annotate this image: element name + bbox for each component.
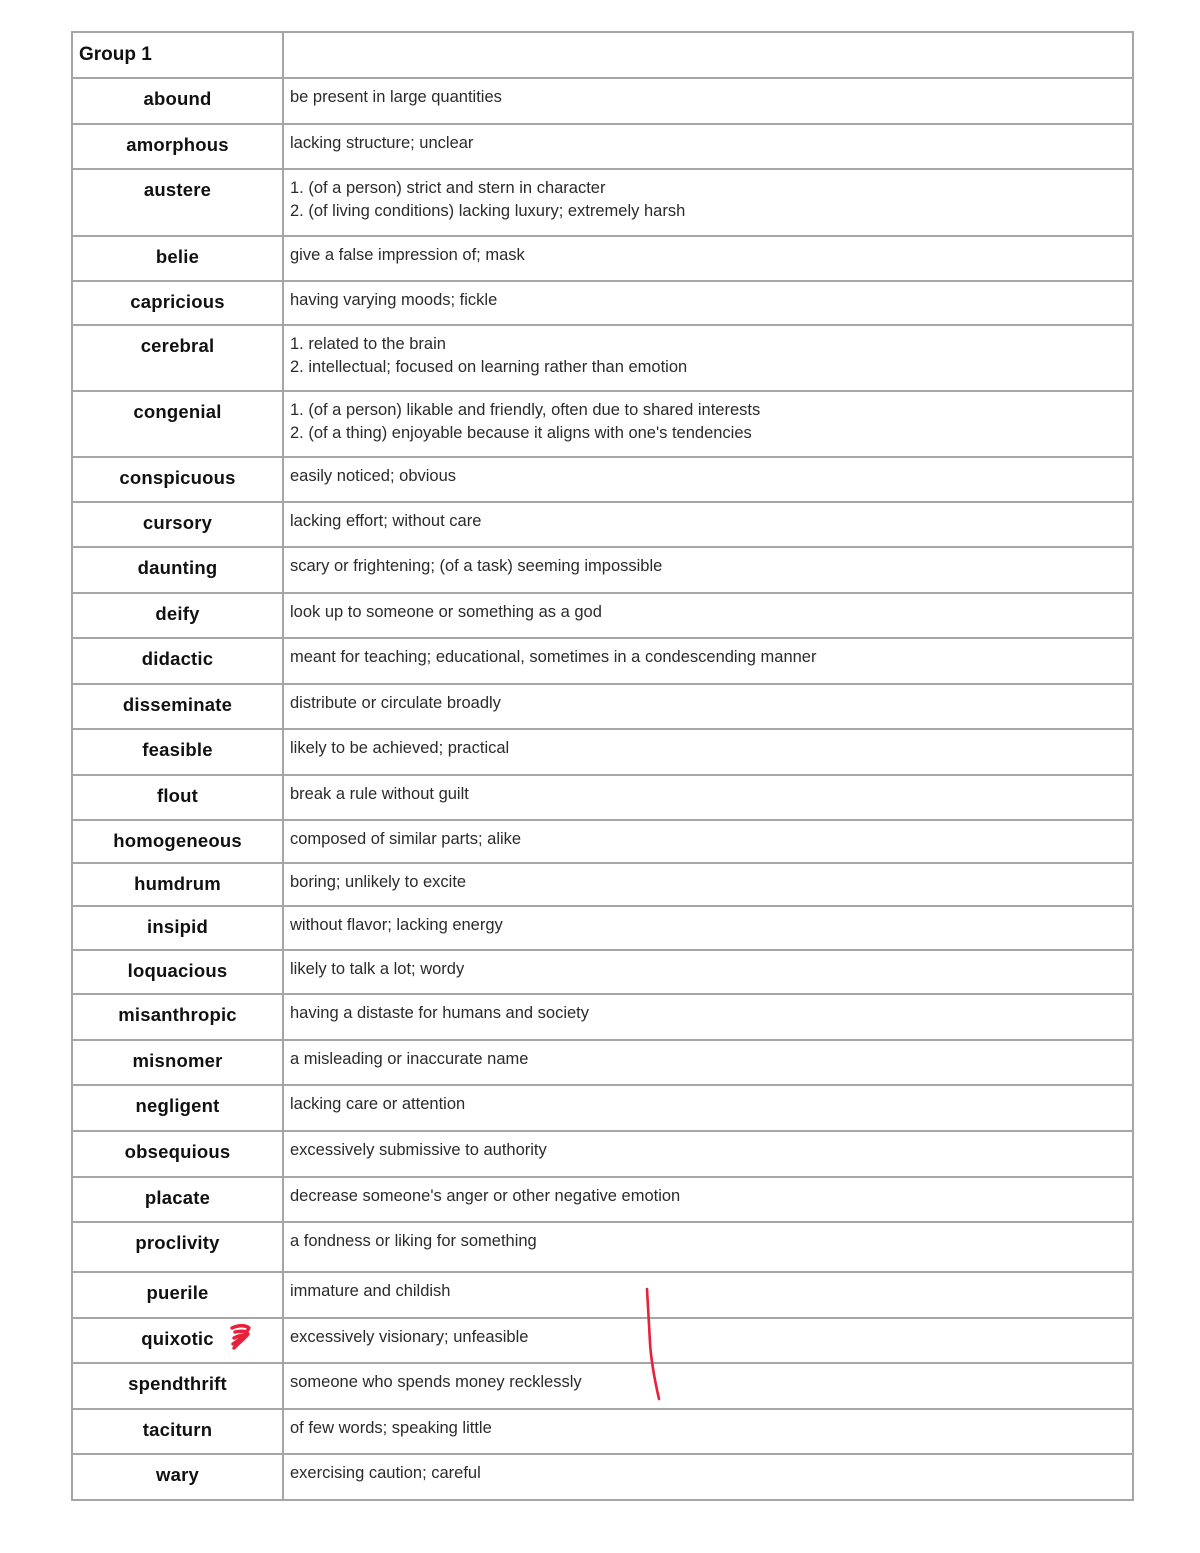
definition-text: likely to talk a lot; wordy (290, 960, 465, 978)
word-cell (72, 325, 283, 391)
table-row (72, 391, 1133, 457)
table-row (72, 729, 1133, 775)
definition-cell (283, 1040, 1133, 1085)
vocab-word: quixotic (141, 1328, 214, 1349)
definition-cell (283, 124, 1133, 169)
definition-text: lacking care or attention (290, 1095, 466, 1113)
definition-text: 2. (of a thing) enjoyable because it aligns with one's tendencies (290, 424, 752, 442)
vocab-word: congenial (133, 401, 222, 422)
vocab-word: belie (155, 246, 200, 267)
table-row (72, 1454, 1133, 1500)
definition-text: someone who spends money recklessly (290, 1373, 582, 1391)
definition-cell (283, 1131, 1133, 1177)
definition-text: likely to be achieved; practical (290, 739, 510, 757)
table-header-row (72, 32, 1133, 78)
word-cell (72, 820, 283, 863)
vocab-word: loquacious (127, 960, 228, 981)
word-cell (72, 1085, 283, 1131)
definition-text: scary or frightening; (of a task) seeming impossible (290, 557, 663, 575)
definition-text: without flavor; lacking energy (290, 916, 503, 934)
definition-cell (283, 906, 1133, 950)
vocab-word: obsequious (124, 1141, 231, 1162)
word-cell (72, 906, 283, 950)
vocab-word: negligent (135, 1095, 220, 1116)
word-cell (72, 1318, 283, 1363)
definition-cell (283, 457, 1133, 502)
word-cell (72, 1131, 283, 1177)
vocab-word: austere (143, 179, 212, 200)
vocab-word: capricious (130, 291, 225, 312)
group-title-cell (72, 32, 283, 78)
table-row (72, 638, 1133, 684)
vocab-word: misanthropic (118, 1004, 237, 1025)
vocab-word: cursory (142, 512, 213, 533)
table-row (72, 1085, 1133, 1131)
vocab-word: daunting (137, 557, 218, 578)
definition-cell (283, 684, 1133, 729)
definition-text: of few words; speaking little (290, 1419, 492, 1437)
definition-cell (283, 547, 1133, 593)
definition-text: a misleading or inaccurate name (290, 1050, 529, 1068)
vocabulary-table (71, 31, 1134, 1501)
definition-cell (283, 78, 1133, 124)
definition-cell (283, 1272, 1133, 1318)
table-row (72, 236, 1133, 281)
table-row (72, 502, 1133, 547)
word-cell (72, 78, 283, 124)
word-cell (72, 950, 283, 994)
word-cell (72, 169, 283, 236)
definition-text: a fondness or liking for something (290, 1232, 537, 1250)
table-row (72, 1409, 1133, 1454)
table-row (72, 1363, 1133, 1409)
definition-text: meant for teaching; educational, sometimes in a condescending manner (290, 648, 817, 666)
vocabulary-table-body (72, 32, 1133, 1500)
table-row (72, 1177, 1133, 1222)
definition-text: be present in large quantities (290, 88, 502, 106)
table-row (72, 78, 1133, 124)
definition-text: distribute or circulate broadly (290, 694, 501, 712)
definition-cell (283, 325, 1133, 391)
definition-text: lacking effort; without care (290, 512, 482, 530)
word-cell (72, 1454, 283, 1500)
vocab-word: proclivity (135, 1232, 220, 1253)
definition-text: having a distaste for humans and society (290, 1004, 590, 1022)
definition-text: immature and childish (290, 1282, 451, 1300)
table-row (72, 124, 1133, 169)
table-row (72, 593, 1133, 638)
definition-cell (283, 1454, 1133, 1500)
vocab-word: didactic (141, 648, 214, 669)
definition-text: 1. (of a person) likable and friendly, often due to shared interests (290, 401, 761, 419)
table-row (72, 1131, 1133, 1177)
definition-text: 2. (of living conditions) lacking luxury; extremely harsh (290, 202, 686, 220)
table-row (72, 950, 1133, 994)
word-cell (72, 1363, 283, 1409)
vocab-word: deify (155, 603, 200, 624)
definition-text: excessively visionary; unfeasible (290, 1328, 529, 1346)
table-row (72, 1222, 1133, 1272)
definition-cell (283, 638, 1133, 684)
table-row (72, 457, 1133, 502)
table-row (72, 325, 1133, 391)
definition-text: composed of similar parts; alike (290, 830, 522, 848)
definition-text: decrease someone's anger or other negative emotion (290, 1187, 681, 1205)
vocab-word: taciturn (142, 1419, 213, 1440)
word-cell (72, 502, 283, 547)
vocab-word: disseminate (122, 694, 233, 715)
word-cell (72, 1177, 283, 1222)
table-row (72, 169, 1133, 236)
definition-text: having varying moods; fickle (290, 291, 498, 309)
vocab-word: conspicuous (119, 467, 236, 488)
table-row (72, 863, 1133, 906)
header-empty-cell (283, 32, 1133, 78)
vocab-word: humdrum (134, 873, 221, 894)
word-cell (72, 775, 283, 820)
vocab-word: puerile (146, 1282, 209, 1303)
word-cell (72, 391, 283, 457)
vocab-word: flout (156, 785, 199, 806)
definition-text: 1. related to the brain (290, 335, 446, 353)
vocab-word: abound (143, 88, 212, 109)
word-cell (72, 1409, 283, 1454)
word-cell (72, 457, 283, 502)
vocab-word: spendthrift (128, 1373, 227, 1394)
definition-cell (283, 502, 1133, 547)
word-cell (72, 684, 283, 729)
word-cell (72, 547, 283, 593)
definition-cell (283, 236, 1133, 281)
table-row (72, 1318, 1133, 1363)
table-row (72, 547, 1133, 593)
definition-text: exercising caution; careful (290, 1464, 481, 1482)
definition-text: give a false impression of; mask (290, 246, 525, 264)
word-cell (72, 236, 283, 281)
definition-cell (283, 994, 1133, 1040)
table-row (72, 994, 1133, 1040)
vocab-word: cerebral (140, 335, 215, 356)
table-row (72, 906, 1133, 950)
definition-text: excessively submissive to authority (290, 1141, 547, 1159)
vocab-word: placate (144, 1187, 211, 1208)
definition-cell (283, 593, 1133, 638)
group-title: Group 1 (79, 44, 152, 65)
definition-cell (283, 281, 1133, 325)
definition-text: 1. (of a person) strict and stern in character (290, 179, 606, 197)
definition-text: 2. intellectual; focused on learning rather than emotion (290, 358, 688, 376)
definition-cell (283, 1177, 1133, 1222)
table-row (72, 775, 1133, 820)
definition-text: easily noticed; obvious (290, 467, 457, 485)
word-cell (72, 994, 283, 1040)
word-cell (72, 863, 283, 906)
definition-cell (283, 729, 1133, 775)
definition-cell (283, 950, 1133, 994)
table-row (72, 820, 1133, 863)
vocab-word: misnomer (132, 1050, 223, 1071)
definition-cell (283, 1085, 1133, 1131)
definition-cell (283, 1409, 1133, 1454)
word-cell (72, 1040, 283, 1085)
definition-cell (283, 1318, 1133, 1363)
word-cell (72, 729, 283, 775)
definition-cell (283, 391, 1133, 457)
vocab-word: wary (156, 1464, 199, 1485)
vocab-word: insipid (146, 916, 208, 937)
definition-cell (283, 863, 1133, 906)
definition-cell (283, 1222, 1133, 1272)
definition-text: look up to someone or something as a god (290, 603, 602, 621)
vocab-word: amorphous (126, 134, 229, 155)
definition-cell (283, 775, 1133, 820)
word-cell (72, 638, 283, 684)
definition-text: break a rule without guilt (290, 785, 469, 803)
definition-text: boring; unlikely to excite (290, 873, 467, 891)
table-row (72, 281, 1133, 325)
word-cell (72, 124, 283, 169)
word-cell (72, 593, 283, 638)
definition-cell (283, 169, 1133, 236)
table-row (72, 1272, 1133, 1318)
definition-cell (283, 820, 1133, 863)
word-cell (72, 281, 283, 325)
word-cell (72, 1222, 283, 1272)
table-row (72, 1040, 1133, 1085)
definition-text: lacking structure; unclear (290, 134, 474, 152)
vocab-word: homogeneous (113, 830, 242, 851)
word-cell (72, 1272, 283, 1318)
vocab-word: feasible (142, 739, 213, 760)
table-row (72, 684, 1133, 729)
definition-cell (283, 1363, 1133, 1409)
